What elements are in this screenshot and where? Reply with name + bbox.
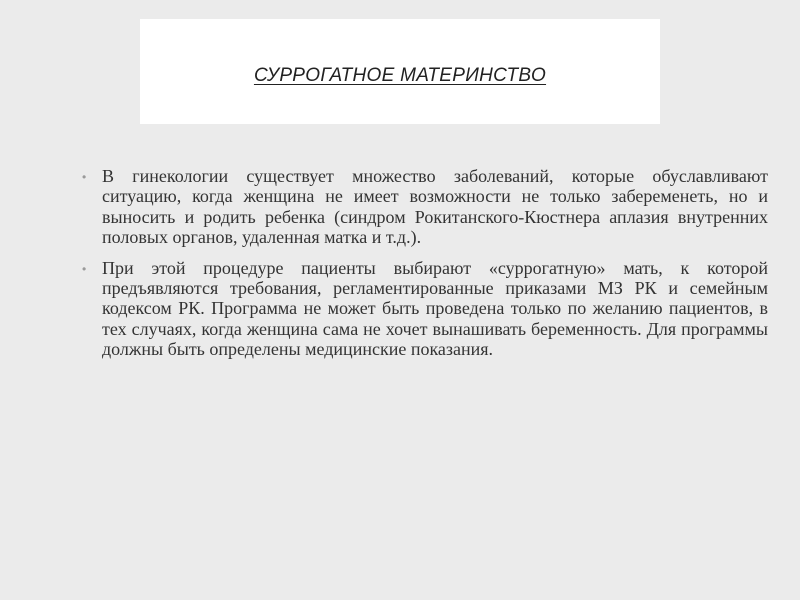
bullet-mark: • [82,170,87,184]
slide-title: СУРРОГАТНОЕ МАТЕРИНСТВО [253,64,547,86]
slide-content [82,166,768,370]
bullet-mark: • [82,261,87,276]
title-box [140,19,660,124]
bullet-item [82,166,768,248]
bullet-item [82,258,768,360]
bullet-text: В гинекологии существует множество заболеваний, которые обуславливают ситуацию, когда женщина не имеет возможности не только забеременеть, но и выносить и родить ребенка (синдром Рокитанского-Кюстнера аплазия внутренних половых органов, удаленная матка и т.д.). [102,166,768,248]
bullet-text: При этой процедуре пациенты выбирают «суррогатную» мать, к которой предъявляются требования, регламентированные приказами МЗ РК и семейным кодексом РК. Программа не может быть проведена только по желанию пациентов, в тех случаях, когда женщина сама не хочет вынашивать беременность. Для программы должны быть определены медицинские показания. [102,257,768,360]
